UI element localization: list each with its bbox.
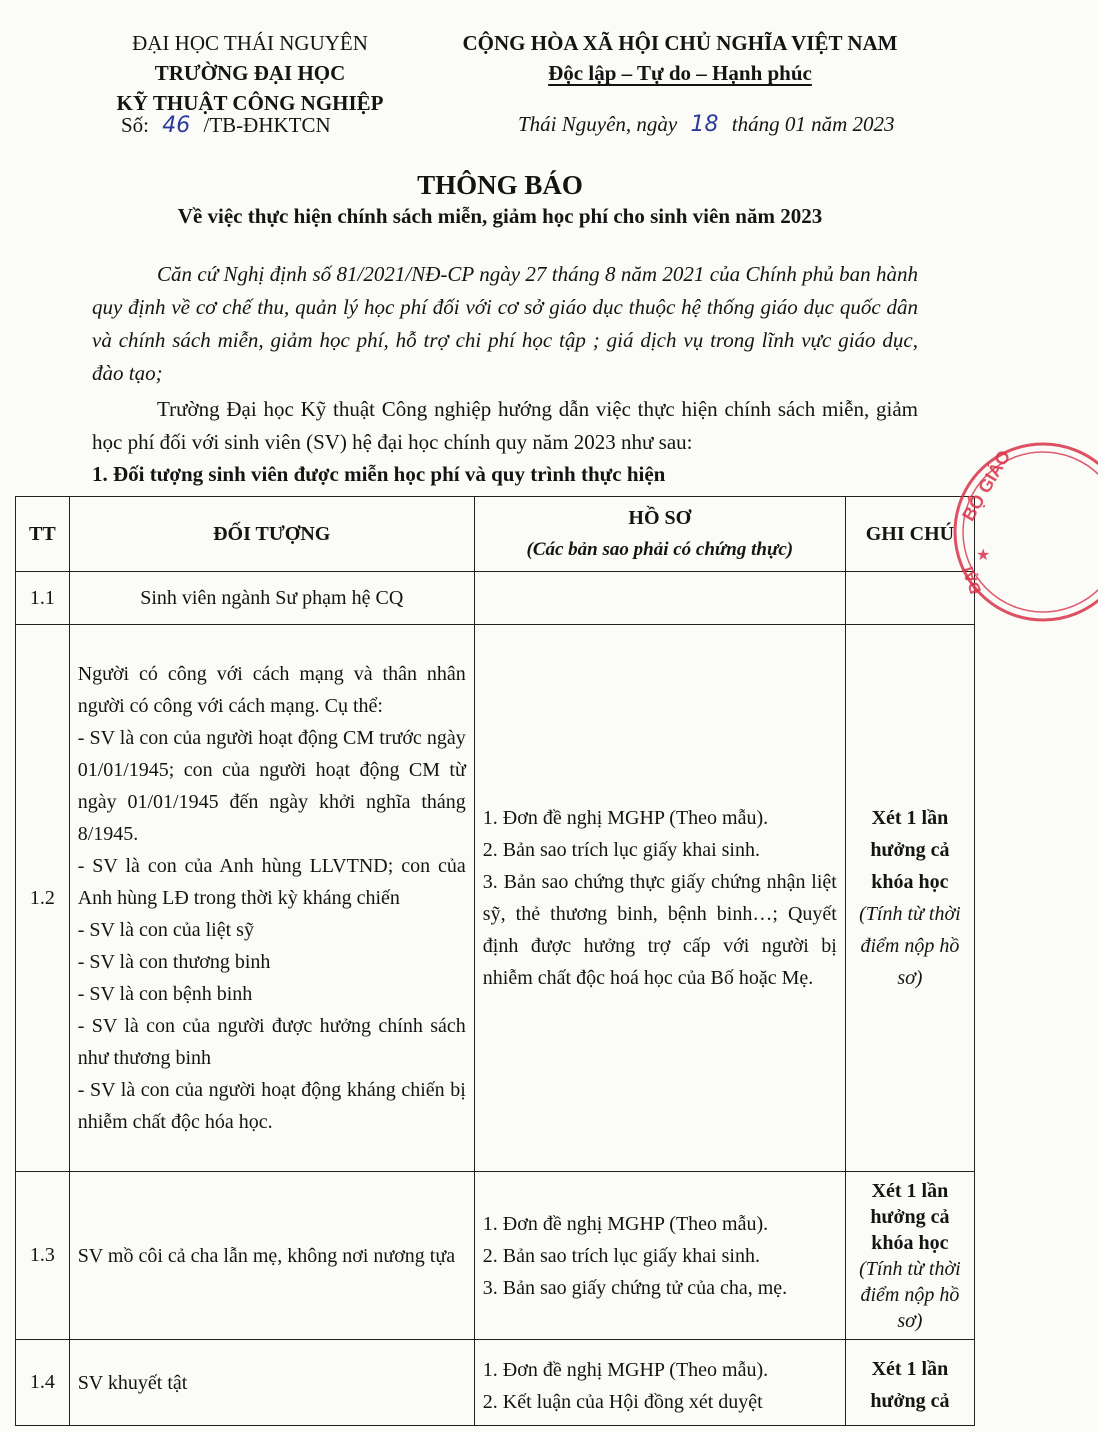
row-ho-so [474,1172,845,1340]
document-number-suffix: /TB-ĐHKTCN [203,113,331,137]
ghi-chu-italic: (Tính từ thời điểm nộp hồ sơ) [859,1257,961,1332]
ho-so-line: 2. Kết luận của Hội đồng xét duyệt [482,1390,763,1413]
ghi-chu-bold: Xét 1 lần hưởng cả [870,1358,950,1412]
document-title: THÔNG BÁO [417,170,583,200]
svg-text:ĐẠI: ĐẠI [959,564,986,596]
header-tt: TT [16,497,70,572]
ho-so-line: 1. Đơn đề nghị MGHP (Theo mẫu). [482,1212,769,1235]
ghi-chu-bold: Xét 1 lần hưởng cả khóa học [870,807,950,893]
header-doi-tuong: ĐỐI TƯỢNG [69,497,474,572]
ghi-chu-bold: Xét 1 lần hưởng cả khóa học [870,1179,950,1254]
header-right [420,28,940,88]
row-ho-so [474,1340,845,1426]
doi-tuong-line: - SV là con thương binh [77,951,271,973]
ho-so-line: 2. Bản sao trích lục giấy khai sinh. [482,839,760,861]
red-seal-stamp [948,432,1098,632]
document-number-label: Số: [121,113,150,137]
legal-basis-paragraph: Căn cứ Nghị định số 81/2021/NĐ-CP ngày 27 tháng 8 năm 2021 của Chính phủ ban hành quy định về cơ chế thu, quản lý học phí đối với cơ sở giáo dục thuộc hệ thống giáo dục quốc dân và chính sách miễn, giảm học phí, hỗ trợ chi phí học tập ; giá dịch vụ trong lĩnh vực giáo dục, đào tạo; [92,262,918,385]
header-ho-so [474,497,845,572]
doi-tuong-line: - SV là con của người được hưởng chính sách như thương binh [77,1015,466,1069]
header-ghi-chu: GHI CHÚ [845,497,974,572]
row-tt: 1.3 [16,1172,70,1340]
exemption-table [15,496,975,1426]
row-ho-so-empty [474,572,845,625]
ghi-chu-italic: (Tính từ thời điểm nộp hồ sơ) [859,903,961,989]
document-number-handwritten: 46 [162,113,191,138]
date-day-handwritten: 18 [690,112,719,137]
row-tt: 1.1 [16,572,70,625]
date-prefix: Thái Nguyên, ngày [518,112,678,136]
document-subtitle: Về việc thực hiện chính sách miễn, giảm học phí cho sinh viên năm 2023 [177,204,823,228]
doi-tuong-line: - SV là con của liệt sỹ [77,919,254,941]
row-doi-tuong: SV mồ côi cả cha lẫn mẹ, không nơi nương tựa [69,1172,474,1340]
doi-tuong-line: Người có công với cách mạng và thân nhân người có công với cách mạng. Cụ thể: [77,663,466,717]
row-doi-tuong [69,625,474,1172]
row-ho-so [474,625,845,1172]
table-header-row [16,497,975,572]
national-motto: Độc lập – Tự do – Hạnh phúc [548,61,812,85]
school-name-line2: KỸ THUẬT CÔNG NGHIỆP [116,91,384,115]
ho-so-line: 3. Bản sao giấy chứng tử của cha, mẹ. [482,1276,788,1299]
header-ho-so-title: HỒ SƠ [628,507,692,529]
document-number [121,113,331,138]
document-date [518,112,894,137]
svg-text:★: ★ [976,545,991,564]
header-left [70,28,430,118]
ho-so-line: 1. Đơn đề nghị MGHP (Theo mẫu). [482,807,769,829]
section-1-heading: 1. Đối tượng sinh viên được miễn học phí và quy trình thực hiện [92,462,666,486]
row-ghi-chu [845,1172,974,1340]
table-row [16,625,975,1172]
row-ghi-chu [845,625,974,1172]
table-row [16,1172,975,1340]
row-doi-tuong: Sinh viên ngành Sư phạm hệ CQ [69,572,474,625]
doi-tuong-line: - SV là con của người hoạt động kháng chiến bị nhiễm chất độc hóa học. [77,1079,466,1133]
row-tt: 1.4 [16,1340,70,1426]
row-tt: 1.2 [16,625,70,1172]
university-name: ĐẠI HỌC THÁI NGUYÊN [132,31,368,55]
ho-so-line: 1. Đơn đề nghị MGHP (Theo mẫu). [482,1358,769,1381]
national-title: CỘNG HÒA XÃ HỘI CHỦ NGHĨA VIỆT NAM [462,31,898,55]
table-row [16,1340,975,1426]
school-name-line1: TRƯỜNG ĐẠI HỌC [154,61,346,85]
ho-so-line: 3. Bản sao chứng thực giấy chứng nhận liệt sỹ, thẻ thương binh, bệnh binh…; Quyết định được hưởng trợ cấp với người bị nhiễm chất độc hoá học của Bố hoặc Mẹ. [482,871,837,989]
ho-so-line: 2. Bản sao trích lục giấy khai sinh. [482,1244,760,1267]
table-row [16,572,975,625]
intro-paragraph: Trường Đại học Kỹ thuật Công nghiệp hướng dẫn việc thực hiện chính sách miễn, giảm học phí đối với sinh viên (SV) hệ đại học chính quy năm 2023 như sau: [92,397,918,454]
svg-text:BỘ GIÁO: BỘ GIÁO [958,446,1015,525]
date-suffix: tháng 01 năm 2023 [731,112,895,136]
doi-tuong-line: - SV là con của người hoạt động CM trước ngày 01/01/1945; con của người hoạt động CM từ ngày 01/01/1945 đến ngày khởi nghĩa tháng 8/1945. [77,727,466,845]
doi-tuong-line: - SV là con của Anh hùng LLVTND; con của Anh hùng LĐ trong thời kỳ kháng chiến [77,855,466,909]
row-ghi-chu [845,1340,974,1426]
doi-tuong-line: - SV là con bệnh binh [77,983,253,1005]
header-ho-so-note: (Các bản sao phải có chứng thực) [526,539,794,560]
row-doi-tuong: SV khuyết tật [69,1340,474,1426]
